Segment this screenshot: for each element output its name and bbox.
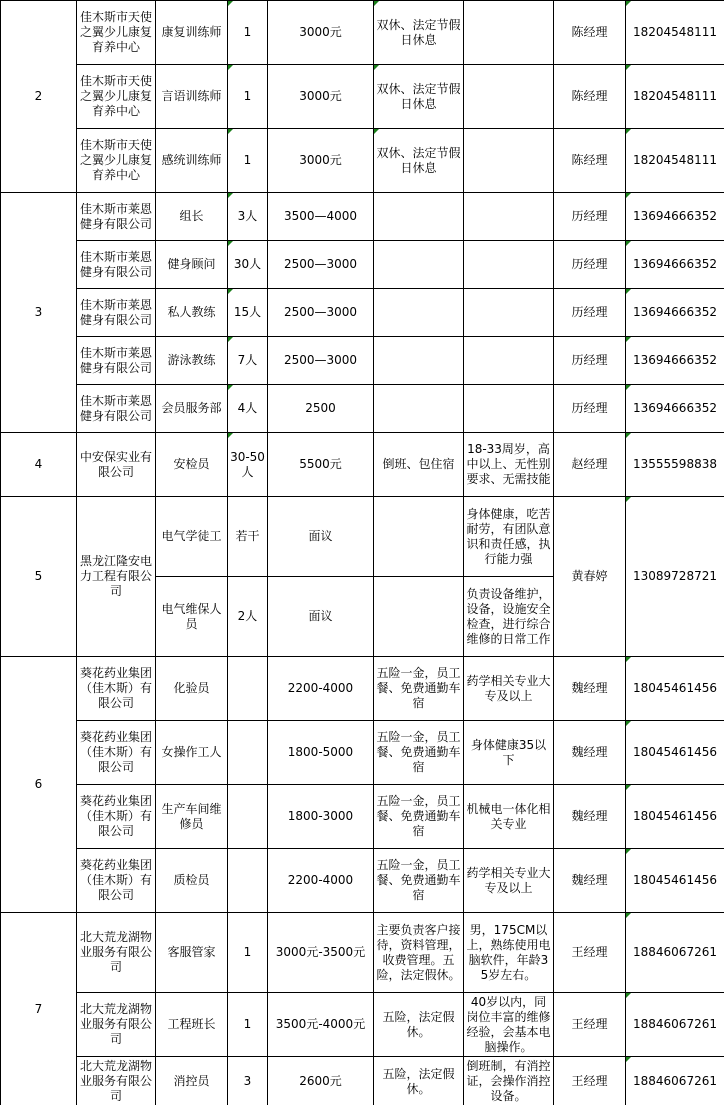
phone-cell[interactable]: 18045461456 [626, 721, 724, 785]
count-cell[interactable]: 3 [228, 1057, 268, 1105]
requirements-cell[interactable] [464, 337, 554, 385]
salary-cell[interactable]: 5500元 [268, 433, 374, 497]
contact-cell[interactable]: 魏经理 [554, 657, 626, 721]
salary-cell[interactable]: 面议 [268, 497, 374, 577]
phone-cell[interactable]: 13089728721 [626, 497, 724, 657]
salary-cell[interactable]: 3500元-4000元 [268, 993, 374, 1057]
benefits-cell[interactable]: 双休、法定节假日休息 [374, 129, 464, 193]
count-cell[interactable]: 2人 [228, 577, 268, 657]
count-cell[interactable] [228, 849, 268, 913]
position-cell[interactable]: 安检员 [156, 433, 228, 497]
benefits-cell[interactable]: 倒班、包住宿 [374, 433, 464, 497]
benefits-cell[interactable]: 五险一金，员工餐、免费通勤车宿 [374, 721, 464, 785]
table-row[interactable] [1, 129, 724, 193]
benefits-cell[interactable] [374, 241, 464, 289]
table-row[interactable] [1, 289, 724, 337]
table-row[interactable] [1, 1, 724, 65]
phone-cell[interactable]: 18204548111 [626, 65, 724, 129]
phone-cell[interactable]: 18045461456 [626, 657, 724, 721]
salary-cell[interactable]: 3000元 [268, 1, 374, 65]
phone-cell[interactable]: 13694666352 [626, 289, 724, 337]
contact-cell[interactable]: 陈经理 [554, 129, 626, 193]
position-cell[interactable]: 言语训练师 [156, 65, 228, 129]
count-cell[interactable]: 若干 [228, 497, 268, 577]
benefits-cell[interactable]: 主要负责客户接待，资料管理，收费管理。五险，法定假休。 [374, 913, 464, 993]
count-cell[interactable]: 1 [228, 993, 268, 1057]
table-row[interactable] [1, 849, 724, 913]
benefits-cell[interactable]: 五险一金，员工餐、免费通勤车宿 [374, 785, 464, 849]
group-number: 6 [1, 657, 77, 913]
company-cell[interactable]: 佳木斯市天使之翼少儿康复育养中心 [77, 65, 156, 129]
company-cell[interactable]: 佳木斯市莱恩健身有限公司 [77, 241, 156, 289]
contact-cell[interactable]: 历经理 [554, 337, 626, 385]
table-row[interactable] [1, 193, 724, 241]
group-number: 2 [1, 1, 77, 193]
benefits-cell[interactable]: 双休、法定节假日休息 [374, 65, 464, 129]
count-cell[interactable]: 30-50人 [228, 433, 268, 497]
position-cell[interactable]: 电气维保人员 [156, 577, 228, 657]
count-cell[interactable]: 7人 [228, 337, 268, 385]
count-cell[interactable] [228, 721, 268, 785]
count-cell[interactable] [228, 657, 268, 721]
phone-cell[interactable]: 18846067261 [626, 993, 724, 1057]
table-row[interactable] [1, 993, 724, 1057]
benefits-cell[interactable] [374, 497, 464, 577]
salary-cell[interactable]: 2600元 [268, 1057, 374, 1105]
requirements-cell[interactable] [464, 193, 554, 241]
requirements-cell[interactable]: 18-33周岁，高中以上、无性别要求、无需技能 [464, 433, 554, 497]
contact-cell[interactable]: 陈经理 [554, 1, 626, 65]
table-row[interactable] [1, 241, 724, 289]
phone-cell[interactable]: 13694666352 [626, 241, 724, 289]
table-row[interactable] [1, 385, 724, 433]
company-cell[interactable]: 北大荒龙湖物业服务有限公司 [77, 1057, 156, 1105]
requirements-cell[interactable]: 倒班制，有消控证，会操作消控设备。 [464, 1057, 554, 1105]
company-cell[interactable]: 葵花药业集团（佳木斯）有限公司 [77, 657, 156, 721]
count-cell[interactable]: 30人 [228, 241, 268, 289]
contact-cell[interactable]: 陈经理 [554, 65, 626, 129]
requirements-cell[interactable]: 负责设备维护，设备，设施安全检查，进行综合维修的日常工作 [464, 577, 554, 657]
phone-cell[interactable]: 18045461456 [626, 785, 724, 849]
salary-cell[interactable]: 2200-4000 [268, 657, 374, 721]
contact-cell[interactable]: 历经理 [554, 385, 626, 433]
requirements-cell[interactable] [464, 289, 554, 337]
salary-cell[interactable]: 2500 [268, 385, 374, 433]
company-cell[interactable]: 北大荒龙湖物业服务有限公司 [77, 913, 156, 993]
contact-cell[interactable]: 黄春婷 [554, 497, 626, 657]
salary-cell[interactable]: 2500—3000 [268, 289, 374, 337]
company-cell[interactable]: 中安保实业有限公司 [77, 433, 156, 497]
company-cell[interactable]: 佳木斯市莱恩健身有限公司 [77, 289, 156, 337]
company-cell[interactable]: 北大荒龙湖物业服务有限公司 [77, 993, 156, 1057]
requirements-cell[interactable]: 身体健康35以下 [464, 721, 554, 785]
benefits-cell[interactable]: 五险，法定假休。 [374, 1057, 464, 1105]
salary-cell[interactable]: 2500—3000 [268, 337, 374, 385]
phone-cell[interactable]: 18204548111 [626, 1, 724, 65]
requirements-cell[interactable]: 药学相关专业大专及以上 [464, 657, 554, 721]
position-cell[interactable]: 康复训练师 [156, 1, 228, 65]
requirements-cell[interactable] [464, 385, 554, 433]
count-cell[interactable]: 3人 [228, 193, 268, 241]
contact-cell[interactable]: 王经理 [554, 993, 626, 1057]
table-row[interactable] [1, 913, 724, 993]
table-row[interactable] [1, 337, 724, 385]
position-cell[interactable]: 感统训练师 [156, 129, 228, 193]
contact-cell[interactable]: 历经理 [554, 289, 626, 337]
contact-cell[interactable]: 王经理 [554, 1057, 626, 1105]
count-cell[interactable]: 1 [228, 913, 268, 993]
position-cell[interactable]: 消控员 [156, 1057, 228, 1105]
phone-cell[interactable]: 18045461456 [626, 849, 724, 913]
phone-cell[interactable]: 13694666352 [626, 337, 724, 385]
benefits-cell[interactable]: 五险，法定假休。 [374, 993, 464, 1057]
phone-cell[interactable]: 18846067261 [626, 913, 724, 993]
salary-cell[interactable]: 3000元 [268, 65, 374, 129]
position-cell[interactable]: 私人教练 [156, 289, 228, 337]
company-cell[interactable]: 佳木斯市天使之翼少儿康复育养中心 [77, 129, 156, 193]
position-cell[interactable]: 游泳教练 [156, 337, 228, 385]
company-cell[interactable]: 葵花药业集团（佳木斯）有限公司 [77, 849, 156, 913]
table-row[interactable] [1, 657, 724, 721]
phone-cell[interactable]: 13555598838 [626, 433, 724, 497]
requirements-cell[interactable]: 男，175CM以上，熟练使用电脑软件，年龄35岁左右。 [464, 913, 554, 993]
position-cell[interactable]: 健身顾问 [156, 241, 228, 289]
company-cell[interactable]: 葵花药业集团（佳木斯）有限公司 [77, 785, 156, 849]
requirements-cell[interactable] [464, 241, 554, 289]
company-cell[interactable]: 佳木斯市莱恩健身有限公司 [77, 193, 156, 241]
table-row[interactable] [1, 497, 724, 577]
company-cell[interactable]: 黑龙江隆安电力工程有限公司 [77, 497, 156, 657]
table-row[interactable] [1, 65, 724, 129]
benefits-cell[interactable] [374, 337, 464, 385]
position-cell[interactable]: 电气学徒工 [156, 497, 228, 577]
benefits-cell[interactable] [374, 289, 464, 337]
contact-cell[interactable]: 王经理 [554, 913, 626, 993]
position-cell[interactable]: 质检员 [156, 849, 228, 913]
salary-cell[interactable]: 3500—4000 [268, 193, 374, 241]
requirements-cell[interactable] [464, 65, 554, 129]
position-cell[interactable]: 会员服务部 [156, 385, 228, 433]
company-cell[interactable]: 佳木斯市莱恩健身有限公司 [77, 337, 156, 385]
count-cell[interactable]: 1 [228, 1, 268, 65]
table-row[interactable] [1, 721, 724, 785]
group-number: 7 [1, 913, 77, 1105]
requirements-cell[interactable]: 药学相关专业大专及以上 [464, 849, 554, 913]
benefits-cell[interactable] [374, 193, 464, 241]
company-cell[interactable]: 葵花药业集团（佳木斯）有限公司 [77, 721, 156, 785]
phone-cell[interactable]: 13694666352 [626, 193, 724, 241]
count-cell[interactable] [228, 785, 268, 849]
salary-cell[interactable]: 1800-3000 [268, 785, 374, 849]
table-row[interactable] [1, 1057, 724, 1105]
group-number: 3 [1, 193, 77, 433]
requirements-cell[interactable]: 40岁以内，同岗位丰富的维修经验，会基本电脑操作。 [464, 993, 554, 1057]
requirements-cell[interactable] [464, 129, 554, 193]
company-cell[interactable]: 佳木斯市莱恩健身有限公司 [77, 385, 156, 433]
salary-cell[interactable]: 2500—3000 [268, 241, 374, 289]
benefits-cell[interactable] [374, 577, 464, 657]
position-cell[interactable]: 工程班长 [156, 993, 228, 1057]
salary-cell[interactable]: 1800-5000 [268, 721, 374, 785]
contact-cell[interactable]: 赵经理 [554, 433, 626, 497]
position-cell[interactable]: 生产车间维修员 [156, 785, 228, 849]
group-number: 4 [1, 433, 77, 497]
salary-cell[interactable]: 3000元 [268, 129, 374, 193]
benefits-cell[interactable]: 双休、法定节假日休息 [374, 1, 464, 65]
position-cell[interactable]: 女操作工人 [156, 721, 228, 785]
requirements-cell[interactable]: 身体健康，吃苦耐劳，有团队意识和责任感，执行能力强 [464, 497, 554, 577]
requirements-cell[interactable]: 机械电一体化相关专业 [464, 785, 554, 849]
table-row[interactable] [1, 785, 724, 849]
salary-cell[interactable]: 2200-4000 [268, 849, 374, 913]
count-cell[interactable]: 15人 [228, 289, 268, 337]
phone-cell[interactable]: 18846067261 [626, 1057, 724, 1105]
salary-cell[interactable]: 3000元-3500元 [268, 913, 374, 993]
benefits-cell[interactable]: 五险一金，员工餐、免费通勤车宿 [374, 657, 464, 721]
salary-cell[interactable]: 面议 [268, 577, 374, 657]
requirements-cell[interactable] [464, 1, 554, 65]
benefits-cell[interactable]: 五险一金，员工餐、免费通勤车宿 [374, 849, 464, 913]
count-cell[interactable]: 1 [228, 65, 268, 129]
count-cell[interactable]: 1 [228, 129, 268, 193]
position-cell[interactable]: 组长 [156, 193, 228, 241]
count-cell[interactable]: 4人 [228, 385, 268, 433]
contact-cell[interactable]: 历经理 [554, 241, 626, 289]
table-row[interactable] [1, 433, 724, 497]
position-cell[interactable]: 化验员 [156, 657, 228, 721]
contact-cell[interactable]: 魏经理 [554, 849, 626, 913]
position-cell[interactable]: 客服管家 [156, 913, 228, 993]
contact-cell[interactable]: 历经理 [554, 193, 626, 241]
phone-cell[interactable]: 13694666352 [626, 385, 724, 433]
phone-cell[interactable]: 18204548111 [626, 129, 724, 193]
benefits-cell[interactable] [374, 385, 464, 433]
contact-cell[interactable]: 魏经理 [554, 785, 626, 849]
company-cell[interactable]: 佳木斯市天使之翼少儿康复育养中心 [77, 1, 156, 65]
contact-cell[interactable]: 魏经理 [554, 721, 626, 785]
group-number: 5 [1, 497, 77, 657]
